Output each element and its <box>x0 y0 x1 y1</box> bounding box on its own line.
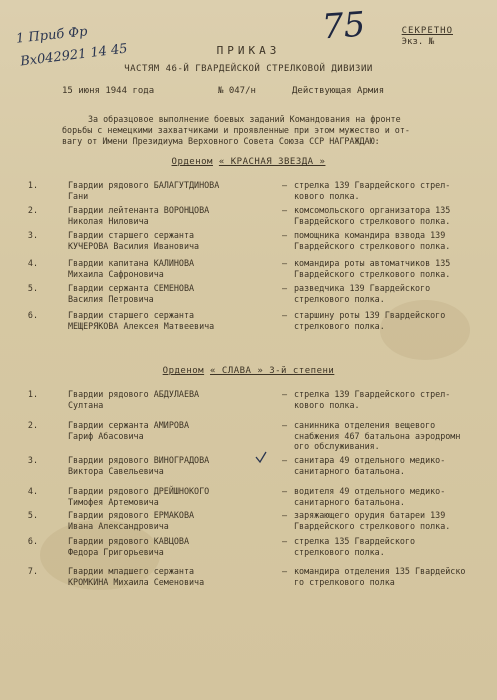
award-section-heading <box>0 157 497 167</box>
entry-name-line: Гвардии капитана КАЛИНОВА <box>68 258 195 268</box>
entry-position-line: стрелкового полка. <box>294 546 385 557</box>
entry-position-line: стрелкового полка. <box>294 320 385 331</box>
archive-note-line2: Вх042921 14 45 <box>19 41 129 70</box>
document-page: 1 Приб Фр Вх042921 14 45 75 СЕКРЕТНО Экз. № ПРИКАЗ ЧАСТЯМ 46-Й ГВАРДЕЙСКОЙ СТРЕЛКОВОЙ ДИВИЗИИ 15 июня 1944 года № 047/н Действующая Армия За образцовое выполнение боевых заданий Командования на фронте борьбы с немецкими захватчиками и проявленные при этом мужество и от- вагу от Имени Президиума Верховного Совета Союза ССР НАГРАЖДАЮ: Орденом « КРАСНАЯ ЗВЕЗДА » 1. Гвардии рядового БАЛАГУТДИНОВА Гани – стрелка 139 Гвардейского стрел- кового полка. 2. Гвардии лейтенанта ВОРОНЦОВА Николая Ниловича – комсомольского организатора 135 Гвардейского стрелкового полка. 3. Гвардии старшего сержанта КУЧЕРОВА Василия Ивановича – помощника командира взвода 139 Гвардейского стрелкового полка. 4. Гвардии капитана КАЛИНОВА Михаила Сафроновича – командира роты автоматчиков 135 Гвардейского стрелкового полка. 5. Гвардии сержанта СЕМЕНОВА Василия Петровича – разведчика 139 Гвардейского стрелкового полка. 6. Гвардии старшего сержанта МЕЩЕРЯКОВА Алексея Матвеевича – старшину роты 139 Гвардейского стрелкового полка. Орденом « СЛАВА » 3-й степени 1. Гвардии рядового АБДУЛАЕВА Султана – стрелка 139 Гвардейского стрел- кового полка. 2. Гвардии сержанта АМИРОВА Гариф Абасовича – санинника отделения вещевого снабжения 467 батальона аэродромн ого обслуживания. 3. Гвардии рядового ВИНОГРАДОВА Виктора Савельевича – санитара 49 отдельного медико- санитарного батальона. 4. Гвардии рядового ДРЕЙШНОКОГО Тимофея Артемовича – водителя 49 отдельного медико- санитарного батальона. 5. Гвардии рядового ЕРМАКОВА Ивана Александровича – заряжающего орудия батареи 139 Гвардейского стрелкового полка. 6. Гвардии рядового КАВЦОВА Федора Григорьевича – стрелка 135 Гвардейского стрелкового полка. 7. Гвардии младшего сержанта КРОМКИНА Михаила Семеновича – командира отделения 135 Гвардейско го стрелкового полка <box>0 0 497 700</box>
entry-number: 3. <box>27 230 38 240</box>
entry-name-line: Николая Ниловича <box>68 215 149 226</box>
entry-name-line: Гвардии рядового БАЛАГУТДИНОВА <box>68 180 220 190</box>
preamble-line: борьбы с немецкими захватчиками и проявленные при этом мужество и от- <box>62 125 410 135</box>
entry-name-line: Тимофея Артемовича <box>68 496 159 507</box>
order-location: Действующая Армия <box>292 86 385 96</box>
section-heading-prefix: Орденом <box>162 366 205 376</box>
entry-number: 5. <box>27 283 38 293</box>
entry-name-line: Ивана Александровича <box>68 520 169 531</box>
entry-position-line: стрелка 139 Гвардейского стрел- <box>294 389 451 399</box>
archive-note-line1: 1 Приб Фр <box>15 24 89 47</box>
entry-name-line: Михаила Сафроновича <box>68 268 164 279</box>
entry-number: 4. <box>27 258 38 268</box>
entry-name-line: Василия Петровича <box>68 293 154 304</box>
entry-name-line: Федора Григорьевича <box>68 546 164 557</box>
entry-name-line: МЕЩЕРЯКОВА Алексея Матвеевича <box>68 320 215 331</box>
entry-name-line: Гвардии сержанта СЕМЕНОВА <box>68 283 195 293</box>
check-mark-icon <box>254 450 268 464</box>
page-subtitle: ЧАСТЯМ 46-Й ГВАРДЕЙСКОЙ СТРЕЛКОВОЙ ДИВИЗИИ <box>124 64 373 74</box>
preamble <box>62 114 482 147</box>
copy-number-label: Экз. № <box>401 37 435 47</box>
entry-position-line: санитарного батальона. <box>294 496 405 507</box>
entry-name-line: Гвардии лейтенанта ВОРОНЦОВА <box>68 205 210 215</box>
entry-name-line: Гвардии рядового КАВЦОВА <box>68 536 190 546</box>
entry-position-line: стрелка 139 Гвардейского стрел- <box>294 180 451 190</box>
entry-name-line: Гвардии рядового ДРЕЙШНОКОГО <box>68 486 210 496</box>
entry-position-line: Гвардейского стрелкового полка. <box>294 268 451 279</box>
entry-name-line: Гвардии сержанта АМИРОВА <box>68 420 190 430</box>
page-number-handwritten: 75 <box>320 4 367 48</box>
entry-position-line: кового полка. <box>294 190 360 201</box>
entry-position-line: разведчика 139 Гвардейского <box>294 283 431 293</box>
entry-position-line: стрелкового полка. <box>294 293 385 304</box>
entry-name-line: Гвардии рядового АБДУЛАЕВА <box>68 389 200 399</box>
entry-number: 2. <box>27 205 38 215</box>
entry-position-line: комсомольского организатора 135 <box>294 205 451 215</box>
entry-name-line: Гвардии рядового ВИНОГРАДОВА <box>68 455 210 465</box>
order-number: № 047/н <box>218 86 256 96</box>
entry-position-line: го стрелкового полка <box>294 576 395 587</box>
entry-name-line: Гвардии старшего сержанта <box>68 310 195 320</box>
order-date: 15 июня 1944 года <box>62 86 155 96</box>
entry-position-line: кового полка. <box>294 399 360 410</box>
entry-position-line: ого обслуживания. <box>294 441 380 451</box>
entry-name-line: КРОМКИНА Михаила Семеновича <box>68 576 205 587</box>
entry-number: 5. <box>27 510 38 520</box>
entry-position-line: санинника отделения вещевого <box>294 420 436 430</box>
entry-name-line: Гани <box>68 190 89 201</box>
page-title: ПРИКАЗ <box>216 44 281 57</box>
secrecy-label: СЕКРЕТНО <box>401 26 453 36</box>
entry-position-line: санитарного батальона. <box>294 465 405 476</box>
entry-number: 1. <box>27 389 38 399</box>
entry-name-line: Гариф Абасовича <box>68 430 144 441</box>
preamble-line: вагу от Имени Президиума Верховного Совета Союза ССР НАГРАЖДАЮ: <box>62 136 380 146</box>
entry-name-line: Виктора Савельевича <box>68 465 164 476</box>
entry-position-line: снабжения 467 батальона аэродромн <box>294 430 461 441</box>
section-heading-name: « СЛАВА » 3-й степени <box>210 366 335 376</box>
entry-name-line: Гвардии старшего сержанта <box>68 230 195 240</box>
section-heading-prefix: Орденом <box>171 157 213 167</box>
entry-position-line: старшину роты 139 Гвардейского <box>294 310 446 320</box>
entry-name-line: Гвардии рядового ЕРМАКОВА <box>68 510 195 520</box>
entry-number: 6. <box>27 310 38 320</box>
entry-number: 7. <box>27 566 38 576</box>
entry-position-line: санитара 49 отдельного медико- <box>294 455 446 465</box>
entry-number: 1. <box>27 180 38 190</box>
award-section-heading <box>0 366 497 376</box>
entry-position-line: командира отделения 135 Гвардейско <box>294 566 466 576</box>
entry-number: 2. <box>27 420 38 430</box>
entry-name-line: Султана <box>68 399 104 410</box>
entry-position-line: Гвардейского стрелкового полка. <box>294 520 451 531</box>
entry-position-line: заряжающего орудия батареи 139 <box>294 510 446 520</box>
entry-name-line: Гвардии младшего сержанта <box>68 566 195 576</box>
entry-position-line: водителя 49 отдельного медико- <box>294 486 446 496</box>
entry-position-line: командира роты автоматчиков 135 <box>294 258 451 268</box>
entry-number: 3. <box>27 455 38 465</box>
entry-position-line: Гвардейского стрелкового полка. <box>294 215 451 226</box>
entry-position-line: стрелка 135 Гвардейского <box>294 536 416 546</box>
entry-number: 4. <box>27 486 38 496</box>
entry-number: 6. <box>27 536 38 546</box>
preamble-line: За образцовое выполнение боевых заданий Командования на фронте <box>88 114 401 124</box>
entry-name-line: КУЧЕРОВА Василия Ивановича <box>68 240 200 251</box>
section-heading-name: « КРАСНАЯ ЗВЕЗДА » <box>218 157 326 167</box>
entry-position-line: помощника командира взвода 139 <box>294 230 446 240</box>
entry-position-line: Гвардейского стрелкового полка. <box>294 240 451 251</box>
